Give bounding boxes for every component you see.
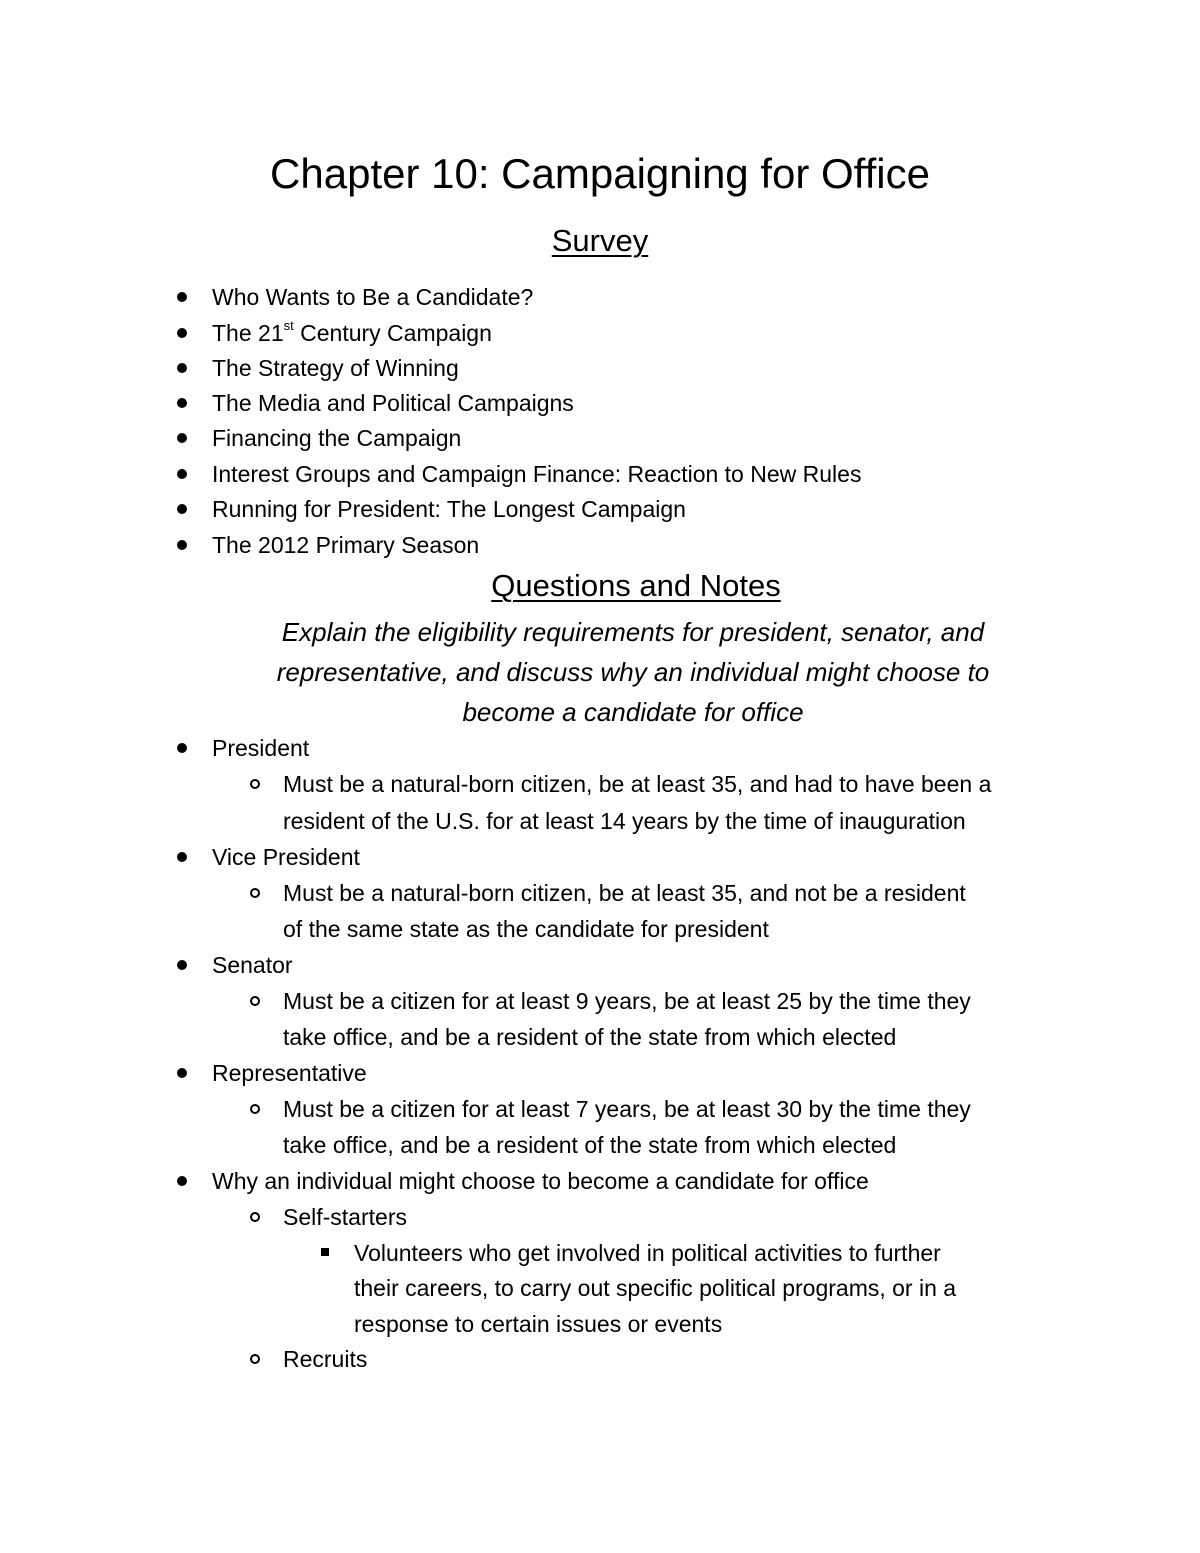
bullet-icon: [177, 363, 187, 373]
bullet-icon: [177, 743, 187, 753]
vice-president-detail: of the same state as the candidate for president: [283, 916, 769, 942]
circle-bullet-icon: [250, 1354, 260, 1364]
bullet-icon: [177, 960, 187, 970]
bullet-icon: [177, 398, 187, 408]
self-starters-detail: Volunteers who get involved in political activities to further: [354, 1240, 941, 1266]
president-detail: Must be a natural-born citizen, be at least 35, and had to have been a: [283, 771, 992, 797]
president-label: President: [212, 735, 310, 761]
survey-item: The 21st Century Campaign: [212, 318, 492, 346]
circle-bullet-icon: [250, 1212, 260, 1222]
survey-item: Who Wants to Be a Candidate?: [212, 284, 534, 310]
vice-president-detail: Must be a natural-born citizen, be at least 35, and not be a resident: [283, 880, 966, 906]
questions-notes-heading: Questions and Notes: [491, 568, 781, 603]
bullet-icon: [177, 469, 187, 479]
square-bullet-icon: [321, 1248, 329, 1256]
representative-detail: Must be a citizen for at least 7 years, be at least 30 by the time they: [283, 1096, 971, 1122]
representative-detail: take office, and be a resident of the state from which elected: [283, 1132, 897, 1158]
senator-detail: take office, and be a resident of the state from which elected: [283, 1024, 897, 1050]
representative-label: Representative: [212, 1060, 367, 1086]
survey-item: Running for President: The Longest Campaign: [212, 496, 686, 522]
objective-line: representative, and discuss why an individual might choose to: [276, 657, 990, 687]
circle-bullet-icon: [250, 1104, 260, 1114]
bullet-icon: [177, 292, 187, 302]
survey-item: Financing the Campaign: [212, 425, 462, 451]
survey-item: The Strategy of Winning: [212, 355, 459, 381]
senator-label: Senator: [212, 952, 293, 978]
self-starters-label: Self-starters: [283, 1204, 407, 1230]
self-starters-detail: their careers, to carry out specific political programs, or in a: [354, 1275, 957, 1301]
recruits-label: Recruits: [283, 1346, 368, 1372]
vice-president-label: Vice President: [212, 844, 360, 870]
president-detail: resident of the U.S. for at least 14 years by the time of inauguration: [283, 808, 966, 834]
survey-heading: Survey: [551, 223, 649, 258]
survey-item: The 2012 Primary Season: [212, 532, 480, 558]
bullet-icon: [177, 328, 187, 338]
bullet-icon: [177, 1068, 187, 1078]
page-title: Chapter 10: Campaigning for Office: [270, 150, 930, 197]
bullet-icon: [177, 540, 187, 550]
bullet-icon: [177, 852, 187, 862]
circle-bullet-icon: [250, 888, 260, 898]
circle-bullet-icon: [250, 779, 260, 789]
survey-item: The Media and Political Campaigns: [212, 390, 574, 416]
senator-detail: Must be a citizen for at least 9 years, be at least 25 by the time they: [283, 988, 971, 1014]
learning-objective: [230, 612, 1036, 732]
survey-item: Interest Groups and Campaign Finance: Reaction to New Rules: [212, 461, 862, 487]
objective-line: Explain the eligibility requirements for president, senator, and: [281, 617, 985, 647]
bullet-icon: [177, 504, 187, 514]
circle-bullet-icon: [250, 996, 260, 1006]
why-candidate-label: Why an individual might choose to become a candidate for office: [212, 1168, 869, 1194]
bullet-icon: [177, 433, 187, 443]
bullet-icon: [177, 1176, 187, 1186]
objective-line: become a candidate for office: [462, 697, 804, 727]
self-starters-detail: response to certain issues or events: [354, 1311, 723, 1337]
